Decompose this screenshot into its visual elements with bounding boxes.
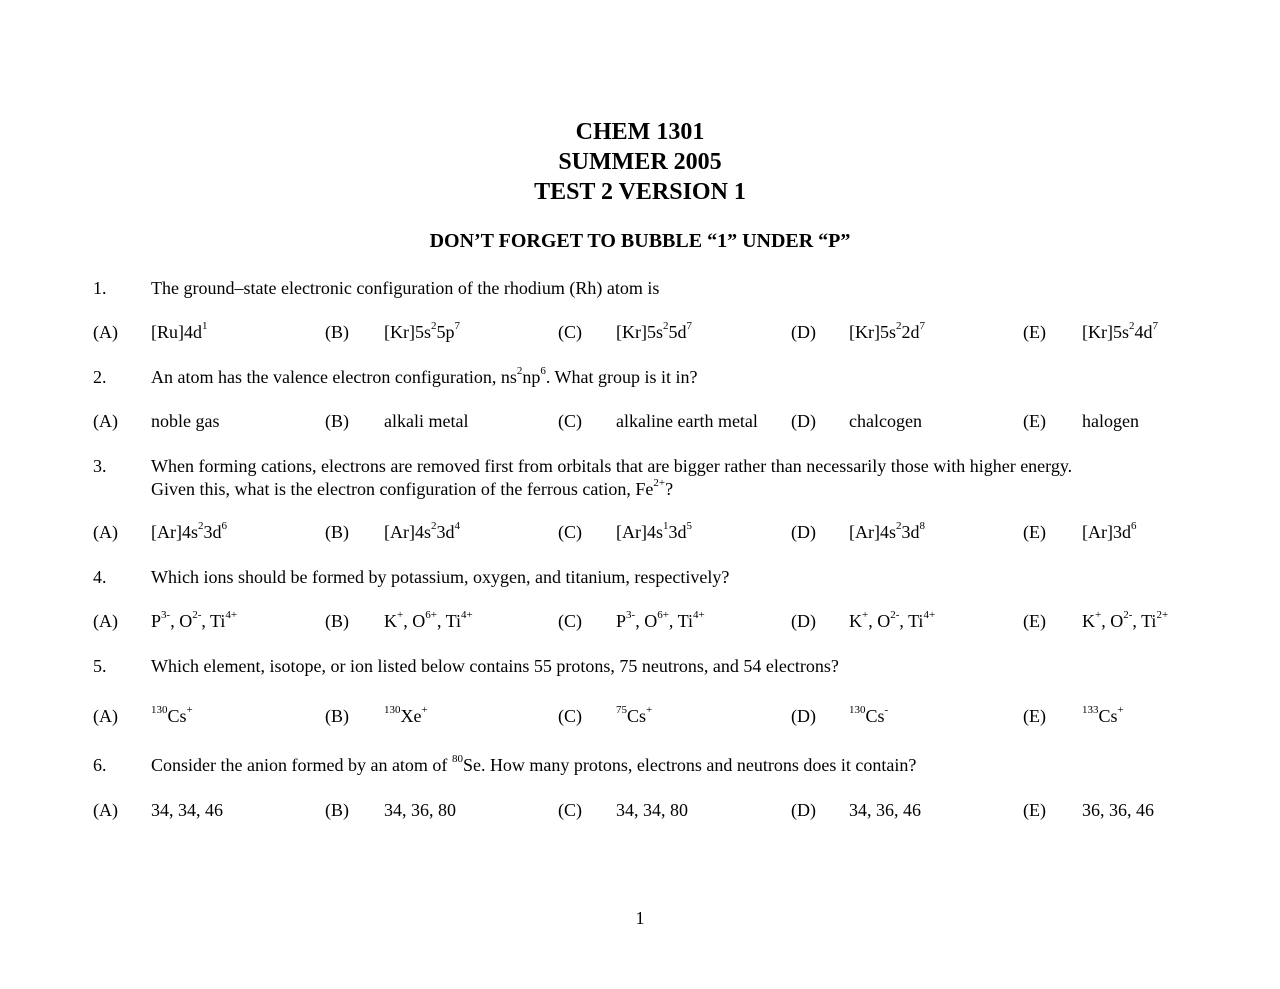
option-text: 36, 36, 46 bbox=[1082, 800, 1154, 820]
option-text: noble gas bbox=[151, 411, 220, 431]
option-text: $[Ar]4s^23d^4$ bbox=[384, 520, 460, 542]
option-text: $[Kr]5s^22d^7$ bbox=[849, 320, 925, 342]
option-label: (C) bbox=[558, 611, 582, 631]
option-label: (A) bbox=[93, 411, 118, 431]
test-title: TEST 2 VERSION 1 bbox=[534, 179, 746, 205]
question-text: Which ions should be formed by potassium, oxygen, and titanium, respectively? bbox=[151, 567, 730, 587]
option-text: K+, $O^{2-}$, $Ti^{4+}$ bbox=[849, 609, 936, 631]
option-label: (E) bbox=[1023, 522, 1046, 542]
option-text: K+, $O^{2-}$, $Ti^{2+}$ bbox=[1082, 609, 1169, 631]
option-text: K+, $O^{6+}$, $Ti^{4+}$ bbox=[384, 609, 473, 631]
option-label: (B) bbox=[325, 800, 349, 820]
option-label: (A) bbox=[93, 322, 118, 342]
option-text: $^{130}$Cs- bbox=[849, 704, 889, 726]
option-label: (E) bbox=[1023, 706, 1046, 726]
question-number: 3. bbox=[93, 456, 107, 476]
option-label: (E) bbox=[1023, 611, 1046, 631]
option-text: 34, 36, 46 bbox=[849, 800, 921, 820]
option-text: $[Kr]5s^25p^7$ bbox=[384, 320, 460, 342]
option-text: 34, 34, 46 bbox=[151, 800, 223, 820]
option-text: halogen bbox=[1082, 411, 1139, 431]
option-label: (C) bbox=[558, 411, 582, 431]
option-label: (E) bbox=[1023, 322, 1046, 342]
option-label: (D) bbox=[791, 800, 816, 820]
option-label: (A) bbox=[93, 522, 118, 542]
option-label: (E) bbox=[1023, 800, 1046, 820]
option-text: alkaline earth metal bbox=[616, 411, 758, 431]
term-title: SUMMER 2005 bbox=[558, 149, 722, 175]
option-label: (C) bbox=[558, 322, 582, 342]
option-text: $^{130}$Cs+ bbox=[151, 704, 193, 726]
option-label: (A) bbox=[93, 611, 118, 631]
option-text: $[Ar]4s^23d^8$ bbox=[849, 520, 925, 542]
option-label: (D) bbox=[791, 522, 816, 542]
question-text: Consider the anion formed by an atom of $^{80}$Se. How many protons, electrons and neutrons does it contain? bbox=[151, 753, 917, 775]
option-label: (A) bbox=[93, 706, 118, 726]
question-number: 1. bbox=[93, 278, 107, 298]
option-text: $^{133}$Cs+ bbox=[1082, 704, 1124, 726]
option-label: (A) bbox=[93, 800, 118, 820]
option-label: (D) bbox=[791, 322, 816, 342]
course-title: CHEM 1301 bbox=[575, 119, 705, 145]
option-label: (D) bbox=[791, 611, 816, 631]
option-text: $[Ar]4s^13d^5$ bbox=[616, 520, 692, 542]
option-text: chalcogen bbox=[849, 411, 922, 431]
option-text: $P^{3-}$, $O^{2-}$, $Ti^{4+}$ bbox=[151, 609, 238, 631]
option-label: (B) bbox=[325, 706, 349, 726]
option-text: $^{130}$Xe+ bbox=[384, 704, 428, 726]
option-text: $[Ar]4s^23d^6$ bbox=[151, 520, 227, 542]
option-text: $[Kr]5s^25d^7$ bbox=[616, 320, 692, 342]
option-text: $^{75}$Cs+ bbox=[616, 704, 653, 726]
page-number: 1 bbox=[635, 908, 645, 928]
option-label: (B) bbox=[325, 411, 349, 431]
option-label: (E) bbox=[1023, 411, 1046, 431]
question-text: An atom has the valence electron configuration, $ns^2np^6$. What group is it in? bbox=[151, 365, 698, 387]
option-label: (B) bbox=[325, 522, 349, 542]
question-number: 6. bbox=[93, 755, 107, 775]
option-text: alkali metal bbox=[384, 411, 469, 431]
option-text: $[Ar]3d^6$ bbox=[1082, 520, 1137, 542]
question-text: The ground–state electronic configuration of the rhodium (Rh) atom is bbox=[151, 278, 660, 298]
option-label: (C) bbox=[558, 522, 582, 542]
option-label: (C) bbox=[558, 800, 582, 820]
option-label: (B) bbox=[325, 322, 349, 342]
option-text: $[Kr]5s^24d^7$ bbox=[1082, 320, 1158, 342]
option-label: (C) bbox=[558, 706, 582, 726]
question-number: 2. bbox=[93, 367, 107, 387]
option-label: (D) bbox=[791, 411, 816, 431]
option-label: (B) bbox=[325, 611, 349, 631]
question-number: 5. bbox=[93, 656, 107, 676]
option-label: (D) bbox=[791, 706, 816, 726]
option-text: $[Ru]4d^1$ bbox=[151, 320, 208, 342]
option-text: $P^{3-}$, $O^{6+}$, $Ti^{4+}$ bbox=[616, 609, 705, 631]
question-number: 4. bbox=[93, 567, 107, 587]
option-text: 34, 34, 80 bbox=[616, 800, 688, 820]
option-text: 34, 36, 80 bbox=[384, 800, 456, 820]
bubble-instruction: DON’T FORGET TO BUBBLE “1” UNDER “P” bbox=[429, 230, 851, 252]
question-text: Which element, isotope, or ion listed below contains 55 protons, 75 neutrons, and 54 electrons? bbox=[151, 656, 839, 676]
question-text: When forming cations, electrons are removed first from orbitals that are bigger rather than necessarily those with higher energy. Given this, what is the electron configuration of the ferrous cation, $Fe^{2+}$? bbox=[151, 456, 1073, 499]
